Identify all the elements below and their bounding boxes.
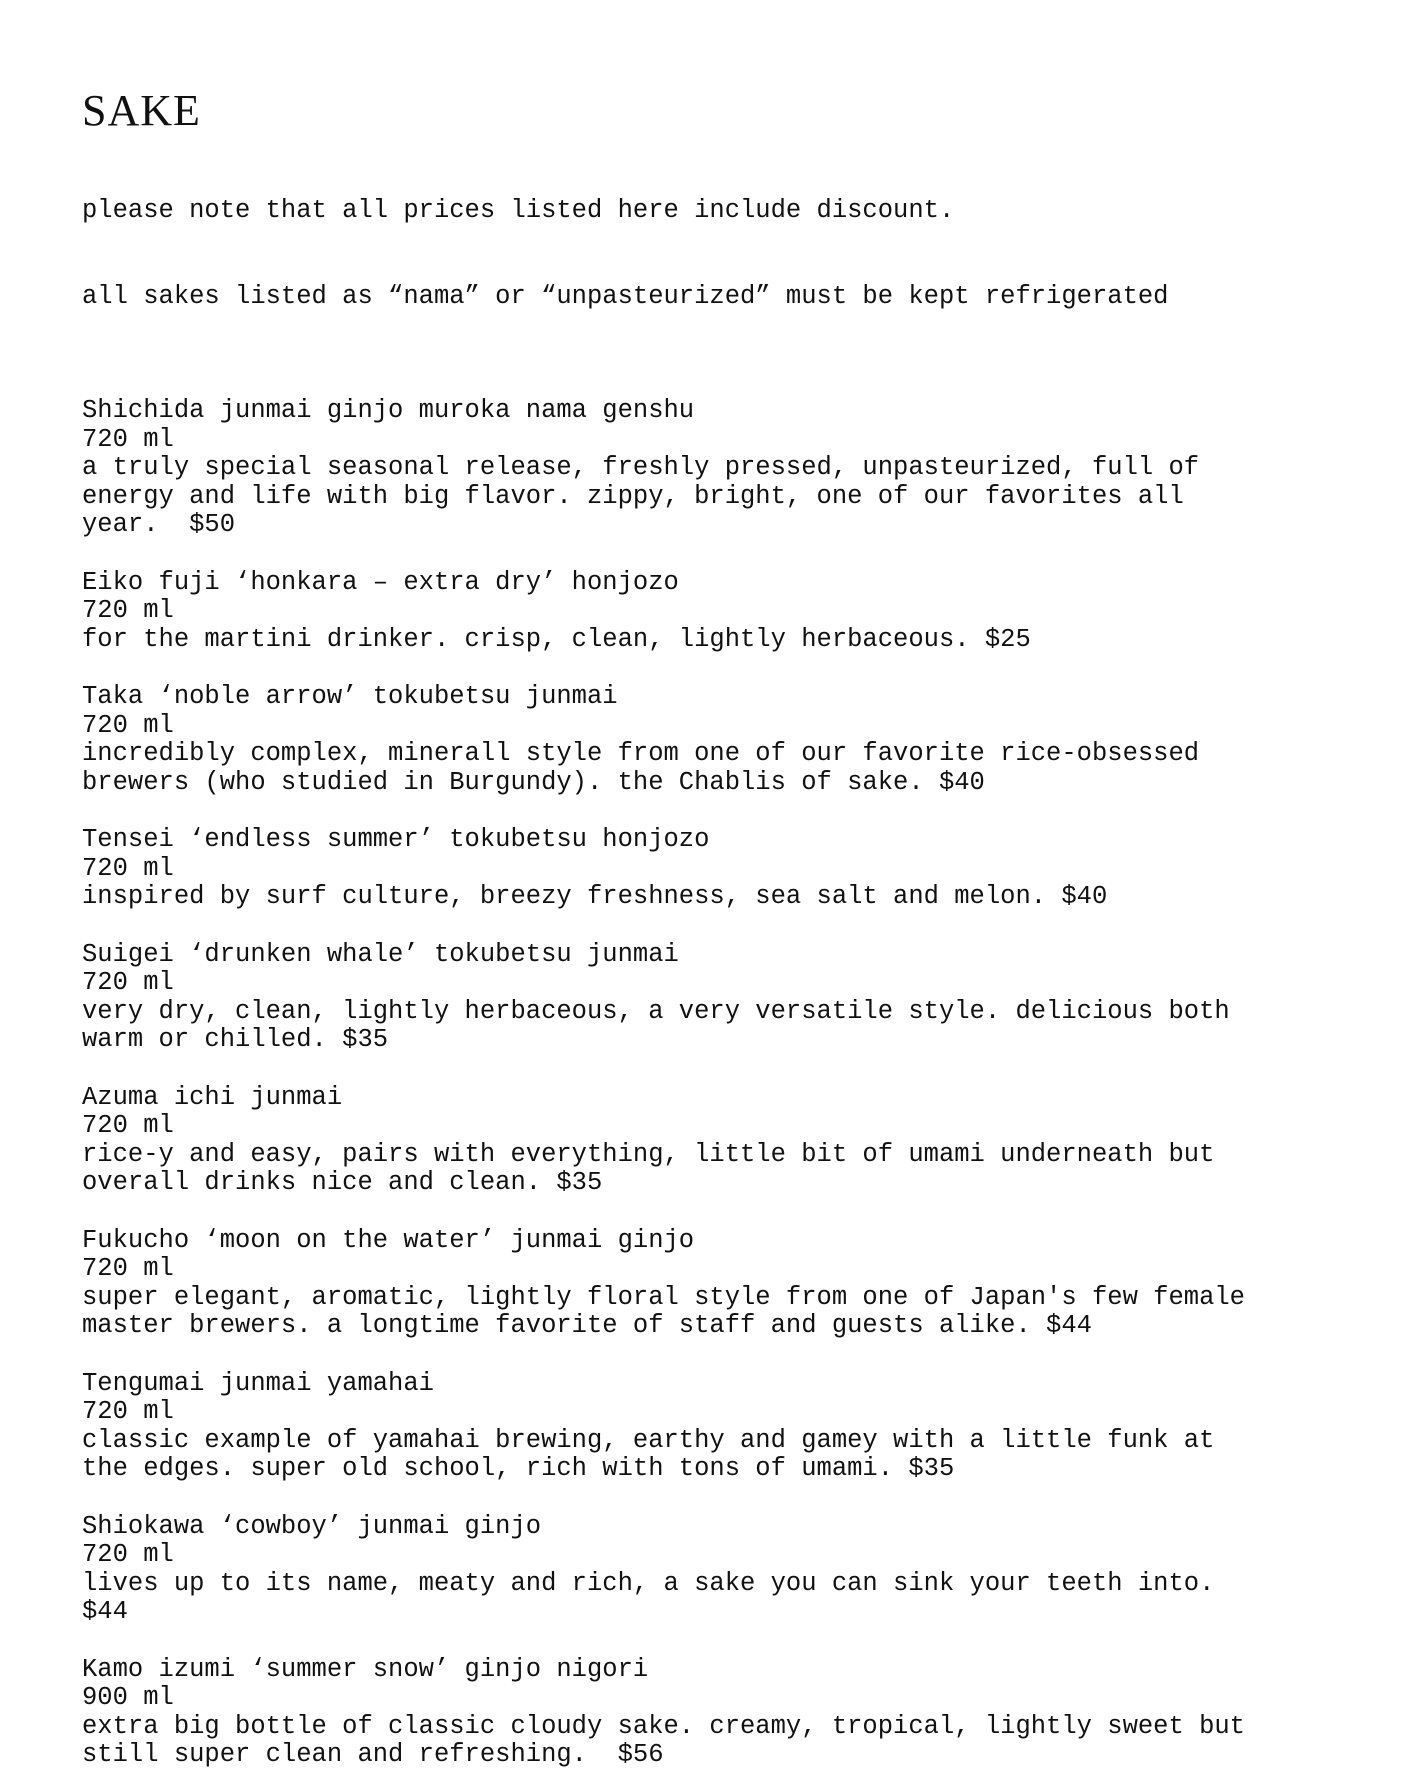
- sake-name: Azuma ichi junmai: [82, 1082, 343, 1112]
- sake-description-line: energy and life with big flavor. zippy, bright, one of our favorites all: [82, 481, 1184, 511]
- bottle-size: 720 ml: [82, 1540, 174, 1569]
- bottle-size: 720 ml: [82, 424, 174, 454]
- sake-description-line: warm or chilled. $35: [82, 1025, 389, 1054]
- sake-list: [82, 397, 1382, 1770]
- sake-description-line: for the martini drinker. crisp, clean, lightly herbaceous. $25: [82, 624, 1031, 654]
- sake-name: Taka ‘noble arrow’ tokubetsu junmai: [82, 682, 618, 711]
- sake-item: [82, 683, 1382, 797]
- sake-name: Kamo izumi ‘summer snow’ ginjo nigori: [82, 1654, 649, 1684]
- bottle-size: 720 ml: [82, 596, 174, 625]
- refrigeration-note: all sakes listed as “nama” or “unpasteurized” must be kept refrigerated: [82, 281, 1169, 311]
- bottle-size: 720 ml: [82, 710, 174, 740]
- bottle-size: 900 ml: [82, 1683, 174, 1712]
- sake-item: [82, 941, 1382, 1055]
- sake-description-line: the edges. super old school, rich with tons of umami. $35: [82, 1454, 955, 1483]
- sake-item: [82, 1513, 1382, 1627]
- sake-description-line: extra big bottle of classic cloudy sake. creamy, tropical, lightly sweet but: [82, 1711, 1245, 1741]
- bottle-size: 720 ml: [82, 1111, 174, 1140]
- sake-description-line: a truly special seasonal release, freshly pressed, unpasteurized, full of: [82, 453, 1200, 482]
- sake-description-line: $44: [82, 1597, 128, 1626]
- sake-name: Suigei ‘drunken whale’ tokubetsu junmai: [82, 939, 679, 969]
- sake-item: [82, 1656, 1382, 1770]
- bottle-size: 720 ml: [82, 1254, 174, 1283]
- sake-name: Fukucho ‘moon on the water’ junmai ginjo: [82, 1225, 695, 1255]
- sake-description-line: brewers (who studied in Burgundy). the Chablis of sake. $40: [82, 767, 985, 797]
- sake-item: [82, 1370, 1382, 1484]
- sake-item: [82, 397, 1382, 540]
- sake-item: [82, 569, 1382, 655]
- sake-item: [82, 1227, 1382, 1341]
- sake-description-line: rice-y and easy, pairs with everything, little bit of umami underneath but: [82, 1139, 1215, 1169]
- bottle-size: 720 ml: [82, 968, 174, 997]
- sake-name: Eiko fuji ‘honkara – extra dry’ honjozo: [82, 567, 679, 597]
- sake-name: Tengumai junmai yamahai: [82, 1368, 434, 1398]
- sake-description-line: still super clean and refreshing. $56: [82, 1740, 664, 1769]
- bottle-size: 720 ml: [82, 1397, 174, 1426]
- sake-item: [82, 1084, 1382, 1198]
- sake-description-line: year. $50: [82, 510, 236, 539]
- sake-name: Tensei ‘endless summer’ tokubetsu honjozo: [82, 825, 710, 854]
- sake-description-line: master brewers. a longtime favorite of staff and guests alike. $44: [82, 1311, 1092, 1340]
- sake-name: Shiokawa ‘cowboy’ junmai ginjo: [82, 1511, 542, 1541]
- bottle-size: 720 ml: [82, 853, 174, 883]
- sake-description-line: overall drinks nice and clean. $35: [82, 1168, 603, 1197]
- sake-menu-page: [82, 86, 1382, 1770]
- discount-note: please note that all prices listed here include discount.: [82, 196, 955, 225]
- sake-description-line: classic example of yamahai brewing, earthy and gamey with a little funk at: [82, 1425, 1215, 1455]
- sake-description-line: incredibly complex, minerall style from one of our favorite rice-obsessed: [82, 739, 1200, 768]
- sake-description-line: inspired by surf culture, breezy freshness, sea salt and melon. $40: [82, 882, 1108, 911]
- sake-description-line: very dry, clean, lightly herbaceous, a very versatile style. delicious both: [82, 996, 1230, 1026]
- sake-description-line: lives up to its name, meaty and rich, a sake you can sink your teeth into.: [82, 1568, 1215, 1598]
- menu-title: SAKE: [82, 86, 201, 135]
- sake-description-line: super elegant, aromatic, lightly floral style from one of Japan's few female: [82, 1282, 1245, 1312]
- sake-item: [82, 826, 1382, 912]
- menu-notes: [82, 140, 1382, 368]
- sake-name: Shichida junmai ginjo muroka nama genshu: [82, 396, 695, 425]
